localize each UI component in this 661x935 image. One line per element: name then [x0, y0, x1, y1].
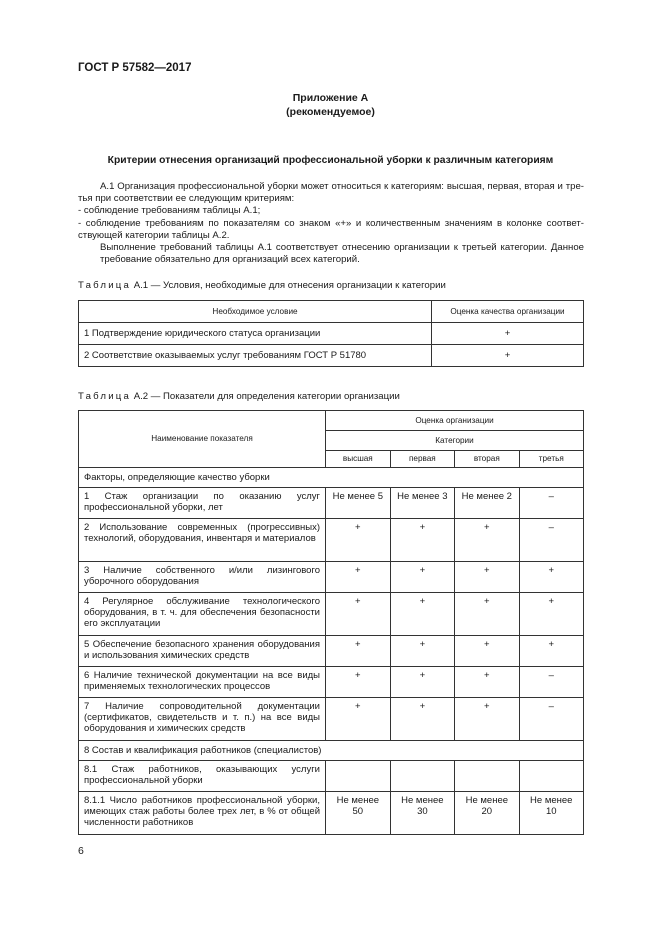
table-row [79, 488, 584, 519]
table-row [79, 636, 584, 667]
table2-cell: + [390, 519, 454, 562]
table2-cell: Не менее 50 [326, 792, 391, 835]
paragraph-a1-line2: тья при соответствии ее следующим критериям: [78, 193, 295, 205]
document-id: ГОСТ Р 57582—2017 [78, 62, 192, 74]
table2-header-cat-4: третья [519, 451, 583, 468]
table2-cell: + [519, 562, 583, 593]
table2-cell: + [326, 562, 391, 593]
appendix-title: Приложение А [292, 92, 369, 104]
table2-header-cat-2: первая [390, 451, 454, 468]
page-number: 6 [78, 845, 84, 857]
table2-cell: Не менее 2 [455, 488, 519, 519]
table2-cell: + [519, 593, 583, 636]
table1-caption-word: Таблица [78, 280, 132, 291]
paragraph-a1-line1: А.1 Организация профессиональной уборки может относиться к категориям: высшая, первая, вторая и тре- [100, 181, 584, 192]
criteria-item-2-line1: - соблюдение требованиям по показателям со знаком «+» и количественным значениям в колонке соответ- [78, 217, 584, 229]
table1-caption-text: А.1 — Условия, необходимые для отнесения организации к категории [133, 280, 446, 291]
table-row [79, 761, 584, 792]
table2-cell: Не менее 3 [390, 488, 454, 519]
table2-cell: Не менее 10 [519, 792, 583, 835]
table2-cell: Не менее 20 [455, 792, 519, 835]
table2-row-name: 5 Обеспечение безопасного хранения оборудования и использования химических средств [79, 636, 326, 667]
table1-caption [78, 280, 446, 291]
section-title: Критерии отнесения организаций профессиональной уборки к различным категориям [107, 155, 554, 166]
table2-cell: + [390, 667, 454, 698]
criteria-item-2-line2: ствующей категории таблицы А.2. [78, 229, 230, 241]
table-row [79, 519, 584, 562]
paragraph-2-line1: Выполнение требований таблицы А.1 соответствует отнесению организации к третьей категории. Данное [100, 242, 584, 254]
table2-cell: Не менее 30 [390, 792, 454, 835]
table2-cell: – [519, 488, 583, 519]
table1-cell: + [432, 345, 584, 367]
table2-caption-word: Таблица [78, 391, 132, 402]
table2-cell: + [455, 698, 519, 741]
table2-row-name: 2 Использование современных (прогрессивных) технологий, оборудования, инвентаря и материалов [79, 519, 326, 562]
table-row [79, 667, 584, 698]
table2-cell: + [326, 593, 391, 636]
table2-row-name: 6 Наличие технической документации на все виды применяемых технологических процессов [79, 667, 326, 698]
table2-cell: + [326, 519, 391, 562]
table2-cell: + [455, 667, 519, 698]
table2-header-name: Наименование показателя [79, 411, 326, 468]
table1-header-evaluation: Оценка качества организации [432, 301, 584, 323]
table2-cell: + [455, 562, 519, 593]
table2-header-eval: Оценка организации [326, 411, 584, 431]
table-row [79, 792, 584, 835]
body-text [78, 181, 584, 266]
table2-cell: + [455, 519, 519, 562]
table2-row-name: 8.1 Стаж работников, оказывающих услуги профессиональной уборки [79, 761, 326, 792]
table2-cell: + [390, 698, 454, 741]
table1-cell: 2 Соответствие оказываемых услуг требованиям ГОСТ Р 51780 [79, 345, 432, 367]
table1-cell: + [432, 323, 584, 345]
table2-section-factors: Факторы, определяющие качество уборки [79, 468, 584, 488]
table-row [79, 698, 584, 741]
table2-cell: – [519, 667, 583, 698]
table2-cell: + [326, 667, 391, 698]
table-a2 [78, 410, 584, 835]
criteria-item-1: - соблюдение требованиям таблицы А.1; [78, 205, 261, 217]
table2-cell: + [326, 698, 391, 741]
table2-cell: + [390, 593, 454, 636]
table2-caption [78, 391, 400, 402]
table2-cell [390, 761, 454, 792]
table2-row-name: 1 Стаж организации по оказанию услуг профессиональной уборки, лет [79, 488, 326, 519]
table2-cell: + [455, 636, 519, 667]
table2-cell [326, 761, 391, 792]
table-row [79, 345, 584, 367]
table2-cell [455, 761, 519, 792]
table-row [79, 562, 584, 593]
table2-cell: Не менее 5 [326, 488, 391, 519]
table1-cell: 1 Подтверждение юридического статуса организации [79, 323, 432, 345]
table2-header-categories: Категории [326, 431, 584, 451]
table2-row-name: 8.1.1 Число работников профессиональной уборки, имеющих стаж работы более трех лет, в % от общей численности работников [79, 792, 326, 835]
paragraph-2-line2: требование обязательно для организаций всех категорий. [100, 254, 360, 266]
table2-row-name: 3 Наличие собственного и/или лизингового уборочного оборудования [79, 562, 326, 593]
table2-row-name: 4 Регулярное обслуживание технологического оборудования, в т. ч. для обеспечения безопасности его эксплуатации [79, 593, 326, 636]
table2-cell: + [326, 636, 391, 667]
table2-cell: + [455, 593, 519, 636]
table2-cell: + [390, 636, 454, 667]
table-a1 [78, 300, 584, 367]
table2-cell: – [519, 519, 583, 562]
table2-caption-text: А.2 — Показатели для определения категории организации [133, 391, 400, 402]
table2-header-cat-3: вторая [455, 451, 519, 468]
table2-section-staff: 8 Состав и квалификация работников (специалистов) [79, 741, 584, 761]
table-row [79, 323, 584, 345]
table1-header-condition: Необходимое условие [79, 301, 432, 323]
table2-cell: + [390, 562, 454, 593]
table2-cell: + [519, 636, 583, 667]
table2-header-cat-1: высшая [326, 451, 391, 468]
table2-cell: – [519, 698, 583, 741]
table2-row-name: 7 Наличие сопроводительной документации (сертификатов, свидетельств и т. п.) на все виды оборудования и химических средств [79, 698, 326, 741]
table2-cell [519, 761, 583, 792]
appendix-subtitle: (рекомендуемое) [286, 106, 375, 118]
table-row [79, 593, 584, 636]
